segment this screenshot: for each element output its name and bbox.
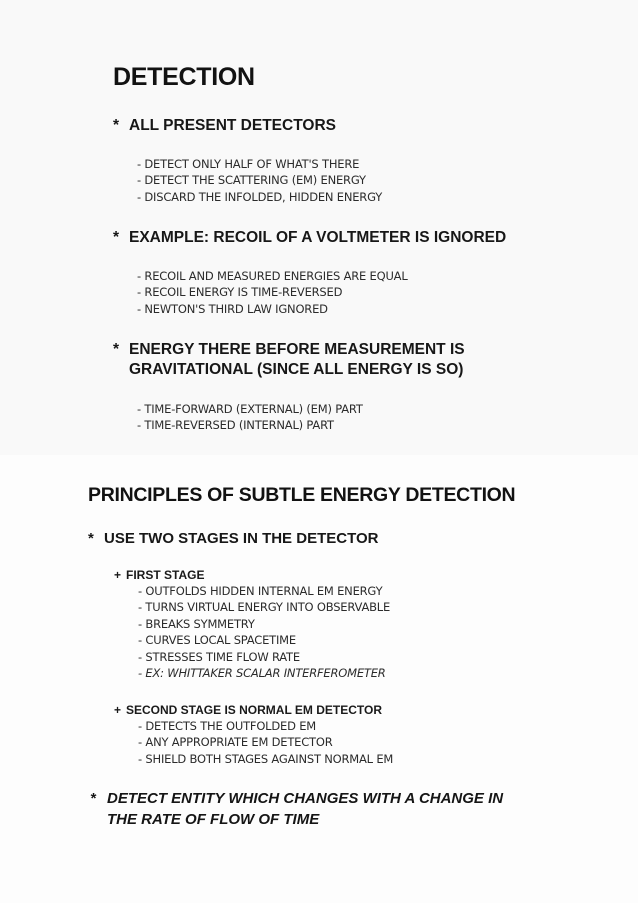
bullet-text: EXAMPLE: RECOIL OF A VOLTMETER IS IGNORED: [129, 229, 507, 246]
slide-principles: [0, 455, 638, 903]
bullet-heading: [88, 529, 378, 549]
bullet-heading: [113, 340, 465, 380]
list-item: - SHIELD BOTH STAGES AGAINST NORMAL EM: [138, 751, 393, 767]
list-item: - EX: WHITTAKER SCALAR INTERFEROMETER: [138, 665, 390, 681]
stage-marker: +: [114, 568, 122, 582]
list-item: - STRESSES TIME FLOW RATE: [138, 649, 390, 665]
bullet-marker: *: [88, 530, 94, 547]
list-item: - ANY APPROPRIATE EM DETECTOR: [138, 734, 393, 750]
list-item: - TIME-REVERSED (INTERNAL) PART: [137, 417, 363, 433]
final-bullet: [90, 788, 503, 830]
final-text-continued: THE RATE OF FLOW OF TIME: [107, 811, 320, 828]
bullet-text: ENERGY THERE BEFORE MEASUREMENT IS: [129, 341, 465, 358]
stage-label: FIRST STAGE: [126, 568, 205, 582]
list-item: - RECOIL AND MEASURED ENERGIES ARE EQUAL: [137, 268, 408, 284]
bullet-text-continued: GRAVITATIONAL (SINCE ALL ENERGY IS SO): [129, 361, 464, 378]
list-item: - DETECTS THE OUTFOLDED EM: [138, 718, 393, 734]
sub-list: [137, 401, 363, 434]
list-item: - TIME-FORWARD (EXTERNAL) (EM) PART: [137, 401, 363, 417]
bullet-heading: [113, 228, 506, 248]
list-item: - BREAKS SYMMETRY: [138, 616, 390, 632]
slide-title: PRINCIPLES OF SUBTLE ENERGY DETECTION: [88, 484, 516, 506]
second-stage-list: [138, 718, 393, 767]
list-item: - DISCARD THE INFOLDED, HIDDEN ENERGY: [137, 189, 382, 205]
final-text: DETECT ENTITY WHICH CHANGES WITH A CHANGE IN: [107, 790, 504, 807]
first-stage-list: [138, 583, 390, 681]
sub-list: [137, 156, 382, 205]
slide-title: DETECTION: [113, 63, 255, 91]
bullet-text: USE TWO STAGES IN THE DETECTOR: [104, 530, 379, 547]
list-item: - DETECT ONLY HALF OF WHAT'S THERE: [137, 156, 382, 172]
list-item: - NEWTON'S THIRD LAW IGNORED: [137, 301, 408, 317]
sub-list: [137, 268, 408, 317]
list-item: - TURNS VIRTUAL ENERGY INTO OBSERVABLE: [138, 599, 390, 615]
bullet-marker: *: [113, 117, 120, 134]
list-item: - DETECT THE SCATTERING (EM) ENERGY: [137, 172, 382, 188]
bullet-text: ALL PRESENT DETECTORS: [129, 117, 336, 134]
list-item: - OUTFOLDS HIDDEN INTERNAL EM ENERGY: [138, 583, 390, 599]
first-stage-heading: [114, 568, 204, 582]
stage-label: SECOND STAGE IS NORMAL EM DETECTOR: [126, 703, 383, 717]
bullet-marker: *: [113, 229, 120, 246]
list-item: - CURVES LOCAL SPACETIME: [138, 632, 390, 648]
bullet-marker: *: [90, 790, 96, 807]
bullet-marker: *: [113, 341, 120, 358]
bullet-heading: [113, 116, 336, 136]
second-stage-heading: [114, 703, 382, 717]
stage-marker: +: [114, 703, 122, 717]
list-item: - RECOIL ENERGY IS TIME-REVERSED: [137, 284, 408, 300]
